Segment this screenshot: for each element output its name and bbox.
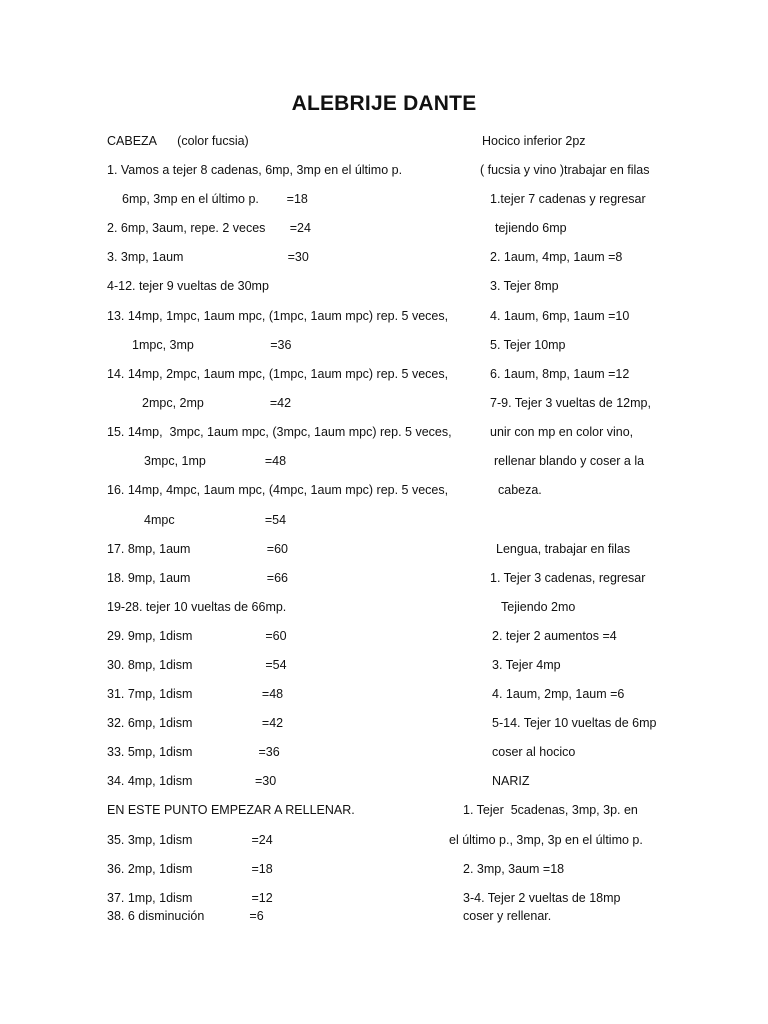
instruction-line: rellenar blando y coser a la — [494, 454, 645, 468]
instruction-line: 29. 9mp, 1dism =60 — [107, 629, 287, 643]
instruction-line: 6mp, 3mp en el último p. =18 — [122, 192, 308, 206]
instruction-line: 14. 14mp, 2mpc, 1aum mpc, (1mpc, 1aum mpc) rep. 5 veces, — [107, 367, 449, 381]
instruction-line: 18. 9mp, 1aum =66 — [107, 571, 288, 585]
instruction-line: 1. Vamos a tejer 8 cadenas, 6mp, 3mp en el último p. — [107, 163, 403, 177]
instruction-line: 3. 3mp, 1aum =30 — [107, 250, 309, 264]
instruction-line: 7-9. Tejer 3 vueltas de 12mp, — [490, 396, 651, 410]
instruction-line: 3. Tejer 4mp — [492, 658, 561, 672]
instruction-line: 37. 1mp, 1dism =12 — [107, 891, 273, 905]
instruction-line: tejiendo 6mp — [495, 221, 567, 235]
instruction-line: 5. Tejer 10mp — [490, 338, 566, 352]
instruction-line: 1. Tejer 3 cadenas, regresar — [490, 571, 646, 585]
stuffing-note: EN ESTE PUNTO EMPEZAR A RELLENAR. — [107, 803, 355, 817]
instruction-line: 2. 1aum, 4mp, 1aum =8 — [490, 250, 623, 264]
instruction-line: 13. 14mp, 1mpc, 1aum mpc, (1mpc, 1aum mpc) rep. 5 veces, — [107, 309, 449, 323]
tongue-heading: Lengua, trabajar en filas — [496, 542, 631, 556]
head-section-heading: CABEZA (color fucsia) — [107, 134, 249, 148]
instruction-line: 1.tejer 7 cadenas y regresar — [490, 192, 646, 206]
instruction-line: 34. 4mp, 1dism =30 — [107, 774, 277, 788]
instruction-line: 4. 1aum, 2mp, 1aum =6 — [492, 687, 625, 701]
instruction-line: 16. 14mp, 4mpc, 1aum mpc, (4mpc, 1aum mpc) rep. 5 veces, — [107, 483, 449, 497]
instruction-line: 1. Tejer 5cadenas, 3mp, 3p. en — [463, 803, 638, 817]
nose-heading: NARIZ — [492, 774, 530, 788]
instruction-line: 2. 6mp, 3aum, repe. 2 veces =24 — [107, 221, 311, 235]
instruction-line: cabeza. — [498, 483, 542, 497]
instruction-line: 3mpc, 1mp =48 — [144, 454, 287, 468]
instruction-line: 2. tejer 2 aumentos =4 — [492, 629, 617, 643]
instruction-line: 15. 14mp, 3mpc, 1aum mpc, (3mpc, 1aum mpc) rep. 5 veces, — [107, 425, 452, 439]
instruction-line: coser al hocico — [492, 745, 576, 759]
instruction-line: 2. 3mp, 3aum =18 — [463, 862, 565, 876]
instruction-line: 32. 6mp, 1dism =42 — [107, 716, 284, 730]
instruction-line: el último p., 3mp, 3p en el último p. — [449, 833, 643, 847]
instruction-line: 33. 5mp, 1dism =36 — [107, 745, 280, 759]
instruction-line: ( fucsia y vino )trabajar en filas — [480, 163, 650, 177]
instruction-line: 36. 2mp, 1dism =18 — [107, 862, 273, 876]
instruction-line: 30. 8mp, 1dism =54 — [107, 658, 287, 672]
instruction-line: 1mpc, 3mp =36 — [132, 338, 292, 352]
lower-snout-heading: Hocico inferior 2pz — [482, 134, 586, 148]
instruction-line: 4-12. tejer 9 vueltas de 30mp — [107, 279, 269, 293]
instruction-line: 4. 1aum, 6mp, 1aum =10 — [490, 309, 630, 323]
document-title: ALEBRIJE DANTE — [291, 92, 477, 115]
instruction-line: unir con mp en color vino, — [490, 425, 634, 439]
instruction-line: 17. 8mp, 1aum =60 — [107, 542, 288, 556]
instruction-line: 38. 6 disminución =6 — [107, 909, 264, 923]
instruction-line: 3. Tejer 8mp — [490, 279, 559, 293]
instruction-line: 4mpc =54 — [144, 513, 287, 527]
instruction-line: 19-28. tejer 10 vueltas de 66mp. — [107, 600, 287, 614]
instruction-line: 6. 1aum, 8mp, 1aum =12 — [490, 367, 630, 381]
instruction-line: 5-14. Tejer 10 vueltas de 6mp — [492, 716, 657, 730]
instruction-line: coser y rellenar. — [463, 909, 552, 923]
instruction-line: 35. 3mp, 1dism =24 — [107, 833, 273, 847]
instruction-line: 3-4. Tejer 2 vueltas de 18mp — [463, 891, 621, 905]
instruction-line: Tejiendo 2mo — [501, 600, 576, 614]
instruction-line: 31. 7mp, 1dism =48 — [107, 687, 284, 701]
instruction-line: 2mpc, 2mp =42 — [142, 396, 292, 410]
